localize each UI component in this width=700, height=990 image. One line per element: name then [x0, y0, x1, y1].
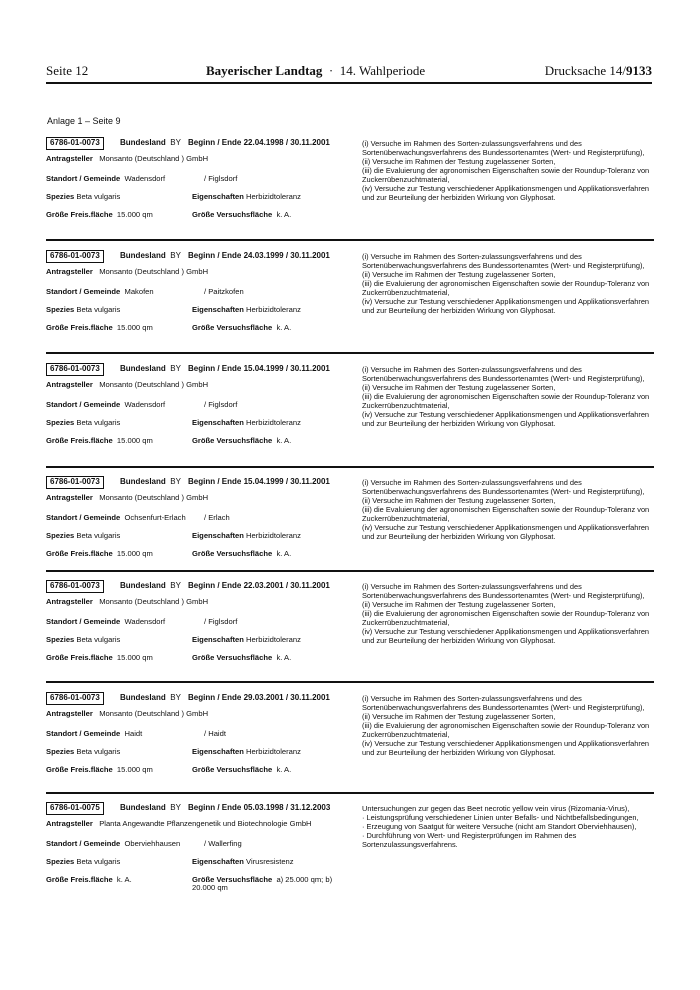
description-line: (i) Versuche im Rahmen des Sorten-zulassungsverfahrens und des Sortenüberwachungsverfahrens des Bundessortenamtes (Wert- und Registerprüfung),	[362, 365, 645, 384]
entry-id: 6786-01-0073	[46, 250, 104, 263]
release-entry	[46, 580, 654, 680]
description-line: Untersuchungen zur gegen das Beet necrotic yellow vein virus (Rizomania-Virus),	[362, 804, 630, 813]
municipality-field: / Figlsdorf	[204, 174, 238, 183]
attachment-label: Anlage 1 – Seite 9	[47, 116, 121, 126]
traits-field: Eigenschaften Herbizidtoleranz	[192, 192, 301, 201]
description-line: (iii) die Evaluierung der agronomischen Eigenschaften sowie der Roundup-Toleranz von Zuckerrübenzuchtmaterial,	[362, 166, 650, 185]
release-area-field: Größe Freis.fläche 15.000 qm	[46, 210, 153, 219]
entry-description	[362, 582, 654, 645]
release-entry	[46, 250, 654, 350]
entry-id: 6786-01-0073	[46, 476, 104, 489]
bundesland-field: Bundesland BY	[120, 138, 181, 147]
applicant-field: Antragsteller Monsanto (Deutschland ) GmbH	[46, 597, 209, 606]
location-field: Standort / Gemeinde Ochsenfurt-Erlach	[46, 513, 186, 522]
species-field: Spezies Beta vulgaris	[46, 192, 121, 201]
description-line: (i) Versuche im Rahmen des Sorten-zulassungsverfahrens und des Sortenüberwachungsverfahrens des Bundessortenamtes (Wert- und Registerprüfung),	[362, 582, 645, 601]
period-field: Beginn / Ende 22.04.1998 / 30.11.2001	[188, 138, 330, 147]
release-area-field: Größe Freis.fläche 15.000 qm	[46, 765, 153, 774]
period-field: Beginn / Ende 05.03.1998 / 31.12.2003	[188, 803, 331, 812]
description-line: (iii) die Evaluierung der agronomischen Eigenschaften sowie der Roundup-Toleranz von Zuckerrübenzuchtmaterial,	[362, 609, 650, 628]
page-header	[46, 63, 652, 81]
municipality-field: / Figlsdorf	[204, 400, 238, 409]
species-field: Spezies Beta vulgaris	[46, 305, 121, 314]
location-field: Standort / Gemeinde Oberviehhausen	[46, 839, 181, 848]
release-entry	[46, 137, 654, 237]
entry-separator	[46, 466, 654, 468]
release-area-field: Größe Freis.fläche k. A.	[46, 875, 132, 884]
species-field: Spezies Beta vulgaris	[46, 531, 121, 540]
species-field: Spezies Beta vulgaris	[46, 857, 121, 866]
entry-description	[362, 139, 654, 202]
traits-field: Eigenschaften Herbizidtoleranz	[192, 635, 301, 644]
page-number: Seite 12	[46, 63, 89, 78]
species-field: Spezies Beta vulgaris	[46, 635, 121, 644]
bundesland-field: Bundesland BY	[120, 803, 181, 812]
publication-info	[206, 63, 425, 79]
entry-separator	[46, 239, 654, 241]
period-field: Beginn / Ende 22.03.2001 / 30.11.2001	[188, 581, 330, 590]
description-line: (iv) Versuche zur Testung verschiedener Applikationsmengen und Applikationsverfahren und zur Beurteilung der herbiziden Wirkung von Glyphosat.	[362, 297, 650, 316]
trial-area-field: Größe Versuchsfläche a) 25.000 qm; b) 20.000 qm	[192, 875, 333, 893]
description-line: (ii) Versuche im Rahmen der Testung zugelassener Sorten,	[362, 496, 556, 506]
description-line: (iii) die Evaluierung der agronomischen Eigenschaften sowie der Roundup-Toleranz von Zuckerrübenzuchtmaterial,	[362, 279, 650, 298]
trial-area-field: Größe Versuchsfläche k. A.	[192, 653, 292, 662]
trial-area-field: Größe Versuchsfläche k. A.	[192, 765, 292, 774]
description-line: (iv) Versuche zur Testung verschiedener Applikationsmengen und Applikationsverfahren und zur Beurteilung der herbiziden Wirkung von Glyphosat.	[362, 523, 650, 542]
description-line: (i) Versuche im Rahmen des Sorten-zulassungsverfahrens und des Sortenüberwachungsverfahrens des Bundessortenamtes (Wert- und Registerprüfung),	[362, 252, 645, 271]
entry-id: 6786-01-0073	[46, 137, 104, 150]
entry-id: 6786-01-0073	[46, 692, 104, 705]
species-field: Spezies Beta vulgaris	[46, 747, 121, 756]
bundesland-field: Bundesland BY	[120, 364, 181, 373]
description-line: (i) Versuche im Rahmen des Sorten-zulassungsverfahrens und des Sortenüberwachungsverfahrens des Bundessortenamtes (Wert- und Registerprüfung),	[362, 478, 645, 497]
period-field: Beginn / Ende 24.03.1999 / 30.11.2001	[188, 251, 330, 260]
entry-separator	[46, 792, 654, 794]
release-entry	[46, 802, 654, 902]
municipality-field: / Haidt	[204, 729, 226, 738]
applicant-field: Antragsteller Planta Angewandte Pflanzengenetik und Biotechnologie GmbH	[46, 819, 312, 828]
municipality-field: / Erlach	[204, 513, 230, 522]
trial-area-field: Größe Versuchsfläche k. A.	[192, 549, 292, 558]
description-line: (ii) Versuche im Rahmen der Testung zugelassener Sorten,	[362, 383, 556, 393]
description-line: (iv) Versuche zur Testung verschiedener Applikationsmengen und Applikationsverfahren und zur Beurteilung der herbiziden Wirkung von Glyphosat.	[362, 627, 650, 646]
applicant-field: Antragsteller Monsanto (Deutschland ) GmbH	[46, 709, 209, 718]
location-field: Standort / Gemeinde Makofen	[46, 287, 154, 296]
release-entry	[46, 476, 654, 576]
applicant-field: Antragsteller Monsanto (Deutschland ) GmbH	[46, 493, 209, 502]
entry-separator	[46, 352, 654, 354]
traits-field: Eigenschaften Herbizidtoleranz	[192, 418, 301, 427]
description-line: (ii) Versuche im Rahmen der Testung zugelassener Sorten,	[362, 600, 556, 610]
release-area-field: Größe Freis.fläche 15.000 qm	[46, 323, 153, 332]
municipality-field: / Wallerfing	[204, 839, 242, 848]
entry-separator	[46, 681, 654, 683]
description-line: (i) Versuche im Rahmen des Sorten-zulassungsverfahrens und des Sortenüberwachungsverfahrens des Bundessortenamtes (Wert- und Registerprüfung),	[362, 694, 645, 713]
entry-id: 6786-01-0075	[46, 802, 104, 815]
description-line: · Leistungsprüfung verschiedener Linien unter Befalls- und Nichtbefallsbedingungen,	[362, 813, 639, 823]
traits-field: Eigenschaften Herbizidtoleranz	[192, 531, 301, 540]
trial-area-field: Größe Versuchsfläche k. A.	[192, 436, 292, 445]
description-line: (ii) Versuche im Rahmen der Testung zugelassener Sorten,	[362, 270, 556, 280]
election-period: 14. Wahlperiode	[339, 63, 426, 78]
release-entry	[46, 363, 654, 463]
description-line: (ii) Versuche im Rahmen der Testung zugelassener Sorten,	[362, 712, 556, 722]
publisher: Bayerischer Landtag	[206, 63, 323, 78]
location-field: Standort / Gemeinde Wadensdorf	[46, 400, 166, 409]
release-entry	[46, 692, 654, 792]
period-field: Beginn / Ende 29.03.2001 / 30.11.2001	[188, 693, 330, 702]
entry-description	[362, 252, 654, 315]
species-field: Spezies Beta vulgaris	[46, 418, 121, 427]
description-line: · Durchführung von Wert- und Registerprüfungen im Rahmen des Sortenzulassungsverfahrens.	[362, 831, 577, 850]
entry-id: 6786-01-0073	[46, 363, 104, 376]
bundesland-field: Bundesland BY	[120, 251, 181, 260]
header-separator: ·	[328, 63, 334, 78]
description-line: (iv) Versuche zur Testung verschiedener Applikationsmengen und Applikationsverfahren und zur Beurteilung der herbiziden Wirkung von Glyphosat.	[362, 184, 650, 203]
trial-area-field: Größe Versuchsfläche k. A.	[192, 210, 292, 219]
description-line: · Erzeugung von Saatgut für weitere Versuche (nicht am Standort Oberviehhausen),	[362, 822, 637, 832]
release-area-field: Größe Freis.fläche 15.000 qm	[46, 549, 153, 558]
municipality-field: / Paitzkofen	[204, 287, 244, 296]
location-field: Standort / Gemeinde Haidt	[46, 729, 143, 738]
entry-separator	[46, 570, 654, 572]
entry-id: 6786-01-0073	[46, 580, 104, 593]
description-line: (i) Versuche im Rahmen des Sorten-zulassungsverfahrens und des Sortenüberwachungsverfahrens des Bundessortenamtes (Wert- und Registerprüfung),	[362, 139, 645, 158]
entry-description	[362, 478, 654, 541]
entry-description	[362, 694, 654, 757]
location-field: Standort / Gemeinde Wadensdorf	[46, 617, 166, 626]
description-line: (iii) die Evaluierung der agronomischen Eigenschaften sowie der Roundup-Toleranz von Zuckerrübenzuchtmaterial,	[362, 505, 650, 524]
municipality-field: / Figlsdorf	[204, 617, 238, 626]
traits-field: Eigenschaften Herbizidtoleranz	[192, 747, 301, 756]
release-area-field: Größe Freis.fläche 15.000 qm	[46, 436, 153, 445]
bundesland-field: Bundesland BY	[120, 693, 181, 702]
bundesland-field: Bundesland BY	[120, 477, 181, 486]
bundesland-field: Bundesland BY	[120, 581, 181, 590]
trial-area-field: Größe Versuchsfläche k. A.	[192, 323, 292, 332]
traits-field: Eigenschaften Herbizidtoleranz	[192, 305, 301, 314]
description-line: (iii) die Evaluierung der agronomischen Eigenschaften sowie der Roundup-Toleranz von Zuckerrübenzuchtmaterial,	[362, 721, 650, 740]
description-line: (iv) Versuche zur Testung verschiedener Applikationsmengen und Applikationsverfahren und zur Beurteilung der herbiziden Wirkung von Glyphosat.	[362, 410, 650, 429]
description-line: (iv) Versuche zur Testung verschiedener Applikationsmengen und Applikationsverfahren und zur Beurteilung der herbiziden Wirkung von Glyphosat.	[362, 739, 650, 758]
applicant-field: Antragsteller Monsanto (Deutschland ) GmbH	[46, 154, 209, 163]
applicant-field: Antragsteller Monsanto (Deutschland ) GmbH	[46, 380, 209, 389]
period-field: Beginn / Ende 15.04.1999 / 30.11.2001	[188, 477, 330, 486]
document-number: Drucksache 14/9133	[544, 63, 652, 78]
entry-description	[362, 365, 654, 428]
applicant-field: Antragsteller Monsanto (Deutschland ) GmbH	[46, 267, 209, 276]
description-line: (ii) Versuche im Rahmen der Testung zugelassener Sorten,	[362, 157, 556, 167]
location-field: Standort / Gemeinde Wadensdorf	[46, 174, 166, 183]
period-field: Beginn / Ende 15.04.1999 / 30.11.2001	[188, 364, 330, 373]
traits-field: Eigenschaften Virusresistenz	[192, 857, 294, 866]
release-area-field: Größe Freis.fläche 15.000 qm	[46, 653, 153, 662]
description-line: (iii) die Evaluierung der agronomischen Eigenschaften sowie der Roundup-Toleranz von Zuckerrübenzuchtmaterial,	[362, 392, 650, 411]
header-rule	[46, 82, 652, 84]
entry-description	[362, 804, 654, 849]
